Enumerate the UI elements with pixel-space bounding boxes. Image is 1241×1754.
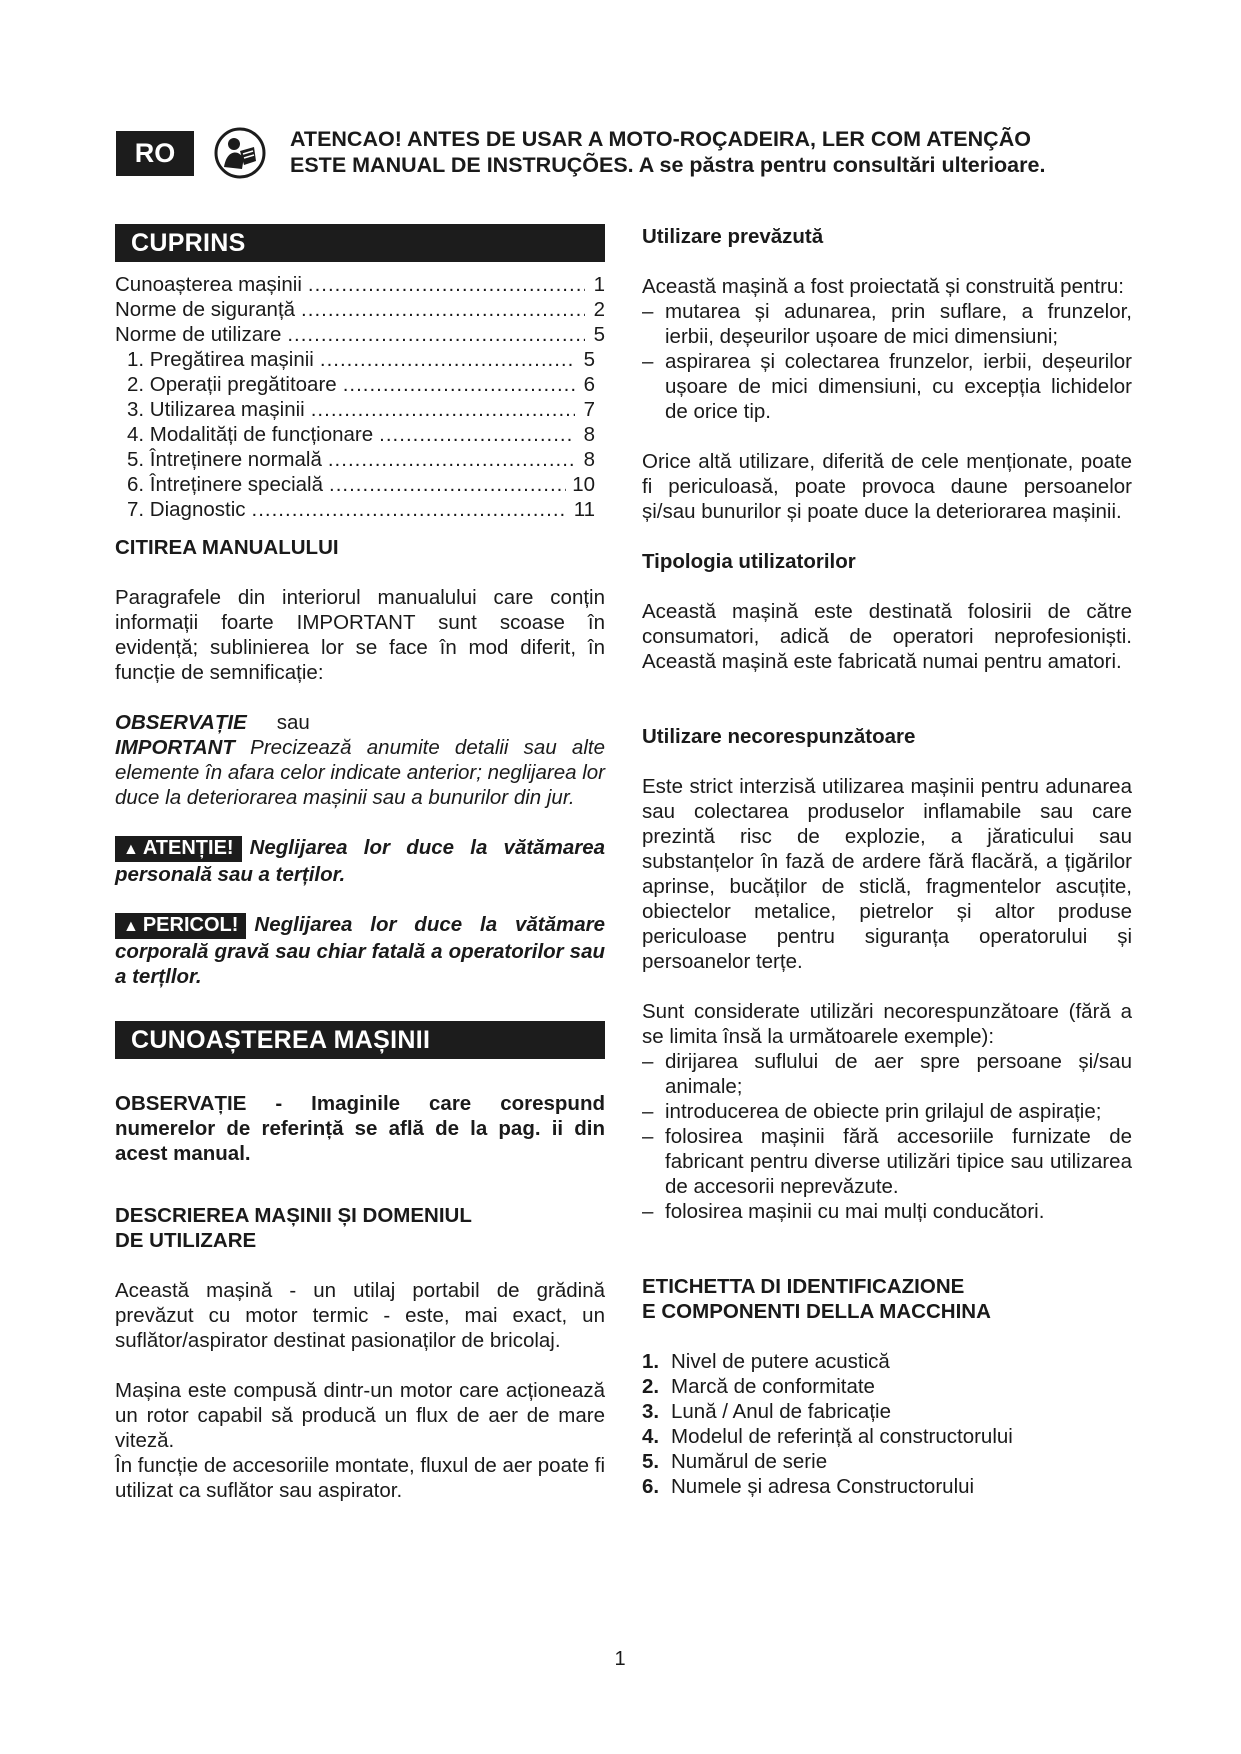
toc-item-page: 7 bbox=[583, 398, 595, 421]
toc-item-label: 3. Utilizarea mașinii bbox=[127, 398, 305, 421]
list-item-text: Lună / Anul de fabricație bbox=[671, 1400, 891, 1423]
list-item-text: Modelul de referință al constructorului bbox=[671, 1425, 1013, 1448]
toc-item-page: 2 bbox=[593, 298, 605, 321]
list-item-number: 5. bbox=[642, 1450, 660, 1473]
danger-text: Neglijarea lor duce la vătămare corporală gravă sau chiar fatală a operatorilor sau a terțllor. bbox=[115, 913, 605, 988]
header-line-1: ATENCAO! ANTES DE USAR A MOTO-ROÇADEIRA, LER COM ATENÇÃO bbox=[290, 127, 1031, 151]
note-important-block bbox=[115, 710, 605, 810]
left-column bbox=[115, 224, 605, 1503]
table-of-contents bbox=[115, 272, 605, 522]
warning-triangle-icon: ▲ bbox=[123, 918, 139, 935]
users-title: Tipologia utilizatorilor bbox=[642, 550, 856, 573]
toc-item-page: 5 bbox=[593, 323, 605, 346]
list-item-text: Numărul de serie bbox=[671, 1450, 828, 1473]
toc-item-page: 6 bbox=[583, 373, 595, 396]
list-item-text: Nivel de putere acustică bbox=[671, 1350, 890, 1373]
note-or: sau bbox=[276, 711, 310, 734]
id-label-list bbox=[642, 1349, 1132, 1499]
toc-item bbox=[115, 272, 605, 297]
toc-leader-dots bbox=[379, 422, 575, 447]
toc-item-label: 6. Întreținere specială bbox=[127, 473, 324, 496]
toc-item-page: 5 bbox=[583, 348, 595, 371]
knowledge-note: OBSERVAȚIE - Imaginile care corespund numerelor de referință se află de la pag. ii din acest manual. bbox=[115, 1092, 605, 1165]
toc-leader-dots bbox=[252, 497, 568, 522]
important-label: IMPORTANT bbox=[115, 736, 235, 759]
toc-item-label: 2. Operații pregătitoare bbox=[127, 373, 337, 396]
id-label-title bbox=[642, 1274, 1132, 1324]
list-item-number: 2. bbox=[642, 1375, 660, 1398]
toc-item-label: 5. Întreținere normală bbox=[127, 448, 322, 471]
toc-item bbox=[115, 347, 605, 372]
intended-use-intro: Această mașină a fost proiectată și construită pentru: bbox=[642, 275, 1125, 298]
list-item bbox=[642, 1424, 1132, 1449]
list-item-number: 3. bbox=[642, 1400, 660, 1423]
toc-item-page: 8 bbox=[583, 423, 595, 446]
id-label-title-line-2: E COMPONENTI DELLA MACCHINA bbox=[642, 1300, 991, 1323]
toc-leader-dots bbox=[320, 347, 575, 372]
improper-use-paragraph-1: Este strict interzisă utilizarea mașinii pentru adunarea sau colectarea produselor inflamabile sau care prezintă risc de explozie, a jăraticului sau substanțelor în fază de ardere fără flacără, a țigărilor aprinse, bucăților de sticlă, fragmentelor ascuțite, obiectelor metalice, pietrelor și altor produse periculoase pentru siguranța operatorului și persoanelor terțe. bbox=[642, 775, 1132, 973]
description-paragraph-2: Mașina este compusă dintr-un motor care acționează un rotor capabil să producă un flux de aer de mare viteză. bbox=[115, 1379, 605, 1452]
toc-title: CUPRINS bbox=[115, 224, 605, 262]
intended-use-warning: Orice altă utilizare, diferită de cele menționate, poate fi periculoasă, poate provoca daune persoanelor și/sau bunurilor și poate duce la deteriorarea mașinii. bbox=[642, 450, 1132, 523]
list-item: – mutarea și adunarea, prin suflare, a frunzelor, ierbii, deșeurilor ușoare de mici dimensiuni; bbox=[642, 299, 1132, 349]
toc-item bbox=[115, 372, 605, 397]
header-warning bbox=[290, 126, 1190, 178]
list-item: – dirijarea suflului de aer spre persoane și/sau animale; bbox=[642, 1049, 1132, 1099]
list-item bbox=[642, 1374, 1132, 1399]
list-item: – introducerea de obiecte prin grilajul de aspirație; bbox=[642, 1099, 1132, 1124]
list-item-text: Marcă de conformitate bbox=[671, 1375, 875, 1398]
toc-item-label: Norme de utilizare bbox=[115, 323, 282, 346]
toc-item bbox=[115, 322, 605, 347]
reading-title: CITIREA MANUALULUI bbox=[115, 536, 339, 559]
toc-item-page: 8 bbox=[583, 448, 595, 471]
list-item-number: 1. bbox=[642, 1350, 660, 1373]
toc-item-label: 1. Pregătirea mașinii bbox=[127, 348, 314, 371]
toc-item-label: Cunoașterea mașinii bbox=[115, 273, 302, 296]
toc-item bbox=[115, 397, 605, 422]
list-item-text: Numele și adresa Constructorului bbox=[671, 1475, 975, 1498]
description-title-line-2: DE UTILIZARE bbox=[115, 1229, 257, 1252]
id-label-title-line-1: ETICHETTA DI IDENTIFICAZIONE bbox=[642, 1275, 965, 1298]
toc-leader-dots bbox=[301, 297, 585, 322]
description-paragraph-1: Această mașină - un utilaj portabil de grădină prevăzut cu motor termic - este, mai exact, un suflător/aspirator destinat pasionaților de bricolaj. bbox=[115, 1279, 605, 1352]
list-item bbox=[642, 1449, 1132, 1474]
list-item-number: 4. bbox=[642, 1425, 660, 1448]
toc-item-label: 4. Modalități de funcționare bbox=[127, 423, 374, 446]
description-title-line-1: DESCRIEREA MAȘINII ȘI DOMENIUL bbox=[115, 1204, 472, 1227]
users-text: Această mașină este destinată folosirii de către consumatori, adică de operatori neprofesioniști. Această mașină este fabricată numai pentru amatori. bbox=[642, 600, 1132, 673]
toc-leader-dots bbox=[311, 397, 575, 422]
toc-leader-dots bbox=[329, 472, 566, 497]
knowledge-title: CUNOAȘTEREA MAȘINII bbox=[115, 1021, 605, 1059]
list-item bbox=[642, 1399, 1132, 1424]
warning-triangle-icon: ▲ bbox=[123, 841, 139, 858]
important-text: Precizează anumite detalii sau alte elemente în afara celor indicate anterior; neglijarea lor duce la deteriorarea mașinii sau a bunurilor din jur. bbox=[115, 736, 605, 809]
toc-item-label: Norme de siguranță bbox=[115, 298, 296, 321]
toc-leader-dots bbox=[308, 272, 585, 297]
danger-tag-label: PERICOL! bbox=[142, 914, 239, 936]
read-manual-icon bbox=[214, 127, 266, 179]
improper-use-list bbox=[642, 1049, 1132, 1224]
intended-use-list bbox=[642, 299, 1132, 424]
page-number: 1 bbox=[614, 1648, 626, 1670]
danger-tag bbox=[115, 913, 246, 939]
toc-item bbox=[115, 447, 605, 472]
list-item: – aspirarea și colectarea frunzelor, ierbii, deșeurilor ușoare de mici dimensiuni, cu excepția lichidelor de orice tip. bbox=[642, 349, 1132, 424]
list-item bbox=[642, 1474, 1132, 1499]
attention-block bbox=[115, 835, 605, 887]
description-paragraph-3: În funcție de accesoriile montate, fluxul de aer poate fi utilizat ca suflător sau aspirator. bbox=[115, 1454, 606, 1502]
reading-intro: Paragrafele din interiorul manualului care conțin informații foarte IMPORTANT sunt scoase în evidență; sublinierea lor se face în mod diferit, în funcție de semnificație: bbox=[115, 586, 605, 684]
improper-use-title: Utilizare necorespunzătoare bbox=[642, 725, 916, 748]
attention-text: Neglijarea lor duce la vătămarea personală sau a terților. bbox=[115, 836, 605, 886]
toc-leader-dots bbox=[287, 322, 585, 347]
toc-item bbox=[115, 297, 605, 322]
intended-use-title: Utilizare prevăzută bbox=[642, 225, 824, 248]
note-label: OBSERVAȚIE bbox=[115, 711, 247, 734]
list-item: – folosirea mașinii cu mai mulți conducători. bbox=[642, 1199, 1132, 1224]
toc-item bbox=[115, 472, 605, 497]
improper-use-paragraph-2: Sunt considerate utilizări necorespunzătoare (fără a se limita însă la următoarele exemple): bbox=[642, 1000, 1132, 1048]
header-line-2: ESTE MANUAL DE INSTRUÇÕES. A se păstra pentru consultări ulterioare. bbox=[290, 153, 1046, 177]
attention-tag-label: ATENȚIE! bbox=[142, 837, 234, 859]
toc-item-page: 11 bbox=[573, 498, 595, 521]
right-column bbox=[642, 224, 1132, 1499]
danger-block bbox=[115, 912, 605, 989]
toc-item bbox=[115, 422, 605, 447]
description-title bbox=[115, 1203, 605, 1253]
toc-item-label: 7. Diagnostic bbox=[127, 498, 246, 521]
attention-tag bbox=[115, 836, 242, 862]
list-item: – folosirea mașinii fără accesoriile furnizate de fabricant pentru diverse utilizări tipice sau utilizarea de accesorii neprevăzute. bbox=[642, 1124, 1132, 1199]
toc-item-page: 1 bbox=[593, 273, 605, 296]
toc-item-page: 10 bbox=[572, 473, 595, 496]
toc-item bbox=[115, 497, 605, 522]
toc-leader-dots bbox=[328, 447, 575, 472]
toc-leader-dots bbox=[343, 372, 575, 397]
list-item-number: 6. bbox=[642, 1475, 660, 1498]
language-badge: RO bbox=[116, 131, 194, 176]
list-item bbox=[642, 1349, 1132, 1374]
